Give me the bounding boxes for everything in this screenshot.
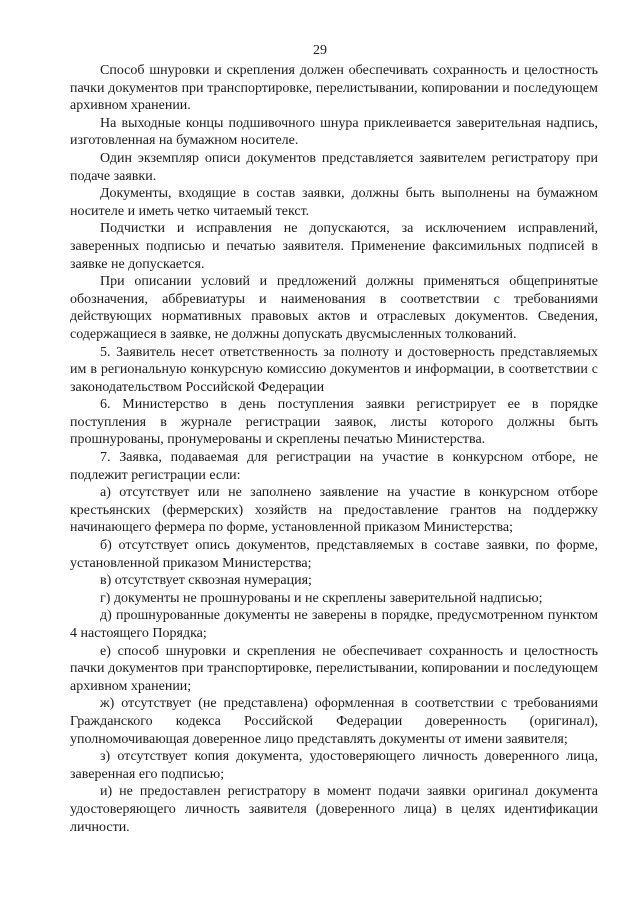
paragraph-item-7: 7. Заявка, подаваемая для регистрации на участие в конкурсном отборе, не подлежит регистрации если: bbox=[70, 450, 598, 483]
paragraph: Подчистки и исправления не допускаются, за исключением исправлений, заверенных подписью и печатью заявителя. Применение факсимильных подписей в заявке не допускается. bbox=[70, 221, 598, 272]
paragraph-item-6: 6. Министерство в день поступления заявки регистрирует ее в порядке поступления в журнале регистрации заявок, листы которого должны быть прошнурованы, пронумерованы и скреплены печатью Министерства. bbox=[70, 397, 598, 448]
paragraph-item-5: 5. Заявитель несет ответственность за полноту и достоверность представляемых им в региональную конкурсную комиссию документов и информации, в соответствии с законодательством Российской Федерации bbox=[70, 344, 598, 395]
paragraph: На выходные концы подшивочного шнура приклеивается заверительная надпись, изготовленная на бумажном носителе. bbox=[70, 115, 598, 149]
list-item-zh: ж) отсутствует (не представлена) оформленная в соответствии с требованиями Гражданского кодекса Российской Федерации доверенность (оригинал), уполномочивающая доверенное лицо представлять документы от имени заявителя; bbox=[70, 696, 598, 747]
list-item-b: б) отсутствует опись документов, представляемых в составе заявки, по форме, установленной приказом Министерства; bbox=[70, 538, 598, 571]
paragraph: Один экземпляр описи документов представляется заявителем регистратору при подаче заявки. bbox=[70, 150, 598, 184]
page-number: 29 bbox=[313, 43, 327, 58]
list-item-g: г) документы не прошнурованы и не скреплены заверительной надписью; bbox=[100, 590, 543, 606]
list-item-z: з) отсутствует копия документа, удостоверяющего личность доверенного лица, заверенная его подписью; bbox=[70, 749, 598, 782]
paragraph: При описании условий и предложений должны применяться общепринятые обозначения, аббревиатуры и наименования в соответствии с требованиями действующих нормативных правовых актов и отраслевых документов. Сведения, содержащиеся в заявке, не должны допускать двусмысленных толкований. bbox=[70, 274, 598, 342]
paragraph: Документы, входящие в состав заявки, должны быть выполнены на бумажном носителе и иметь четко читаемый текст. bbox=[70, 186, 598, 219]
list-item-v: в) отсутствует сквозная нумерация; bbox=[100, 573, 312, 589]
list-item-d: д) прошнурованные документы не заверены в порядке, предусмотренном пунктом 4 настоящего Порядка; bbox=[70, 608, 598, 641]
paragraph: Способ шнуровки и скрепления должен обеспечивать сохранность и целостность пачки документов при транспортировке, перелистывании, копировании и последующем архивном хранении. bbox=[70, 63, 598, 114]
list-item-e: е) способ шнуровки и скрепления не обеспечивает сохранность и целостность пачки документов при транспортировке, перелистывании, копировании и последующем архивном хранении; bbox=[70, 643, 598, 694]
list-item-a: а) отсутствует или не заполнено заявление на участие в конкурсном отборе крестьянских (фермерских) хозяйств на предоставление грантов на поддержку начинающего фермера по форме, установленной приказом Министерства; bbox=[70, 485, 598, 536]
list-item-i: и) не предоставлен регистратору в момент подачи заявки оригинал документа удостоверяющего личность заявителя (доверенного лица) в целях идентификации личности. bbox=[70, 784, 598, 835]
document-body bbox=[70, 62, 598, 836]
